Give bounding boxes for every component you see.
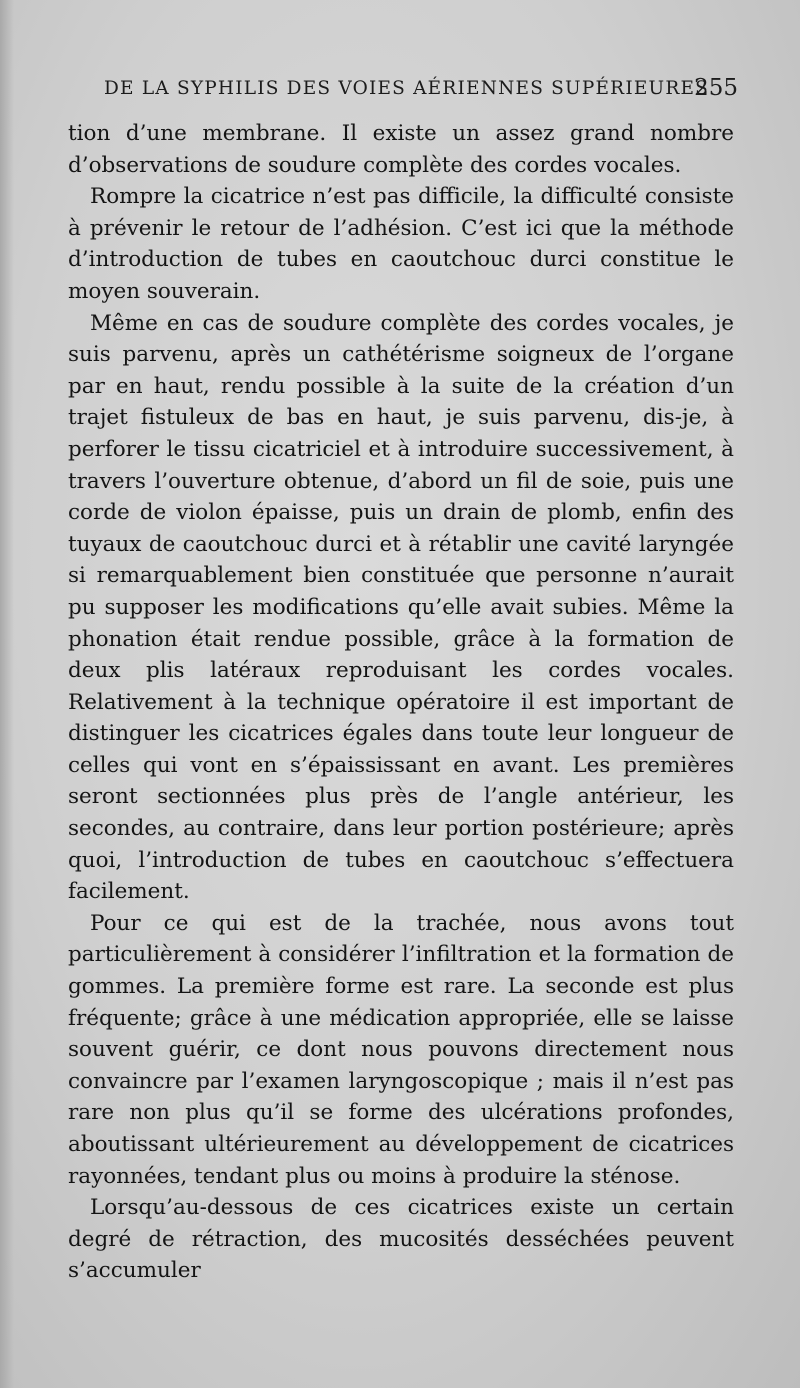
page-header	[104, 72, 738, 108]
body-text	[68, 118, 734, 1287]
paragraph-retraction: Lorsqu’au-dessous de ces cicatrices existe un certain degré de rétraction, des mucosités desséchées peuvent s’accumuler	[68, 1195, 734, 1284]
page-number: 255	[694, 75, 738, 101]
paragraph-scar-rupture: Rompre la cicatrice n’est pas difficile, la difficulté consiste à prévenir le retour de l’adhésion. C’est ici que la méthode d’introduction de tubes en caoutchouc durci constitue le moyen souverain.	[68, 184, 734, 304]
paragraph-continuation: tion d’une membrane. Il existe un assez grand nombre d’observations de soudure complète des cordes vocales.	[68, 121, 734, 178]
paragraph-complete-fusion: Même en cas de soudure complète des cordes vocales, je suis parvenu, après un cathétérisme soigneux de l’organe par en haut, rendu possible à la suite de la création d’un trajet fistuleux de bas en haut, je suis parvenu, dis-je, à perforer le tissu cicatriciel et à introduire successivement, à travers l’ouverture obtenue, d’abord un fil de soie, puis une corde de violon épaisse, puis un drain de plomb, enfin des tuyaux de caoutchouc durci et à rétablir une cavité laryngée si remarquablement bien constituée que personne n’aurait pu supposer les modifications qu’elle avait subies. Même la phonation était rendue possible, grâce à la formation de deux plis latéraux reproduisant les cordes vocales. Relativement à la technique opératoire il est important de distinguer les cicatrices égales dans toute leur longueur de celles qui vont en s’épaississant en avant. Les premières seront sectionnées plus près de l’angle antérieur, les secondes, au contraire, dans leur portion postérieure; après quoi, l’introduction de tubes en caoutchouc s’effectuera facilement.	[68, 310, 734, 905]
paragraph-trachea: Pour ce qui est de la trachée, nous avons tout particulièrement à considérer l’infiltration et la formation de gommes. La première forme est rare. La seconde est plus fréquente; grâce à une médication appropriée, elle se laisse souvent guérir, ce dont nous pouvons directement nous convaincre par l’examen laryngoscopique ; mais il n’est pas rare non plus qu’il se forme des ulcérations profondes, aboutissant ultérieurement au développement de cicatrices rayonnées, tendant plus ou moins à produire la sténose.	[68, 910, 734, 1189]
running-title: DE LA SYPHILIS DES VOIES AÉRIENNES SUPÉRIEURES	[104, 78, 710, 99]
